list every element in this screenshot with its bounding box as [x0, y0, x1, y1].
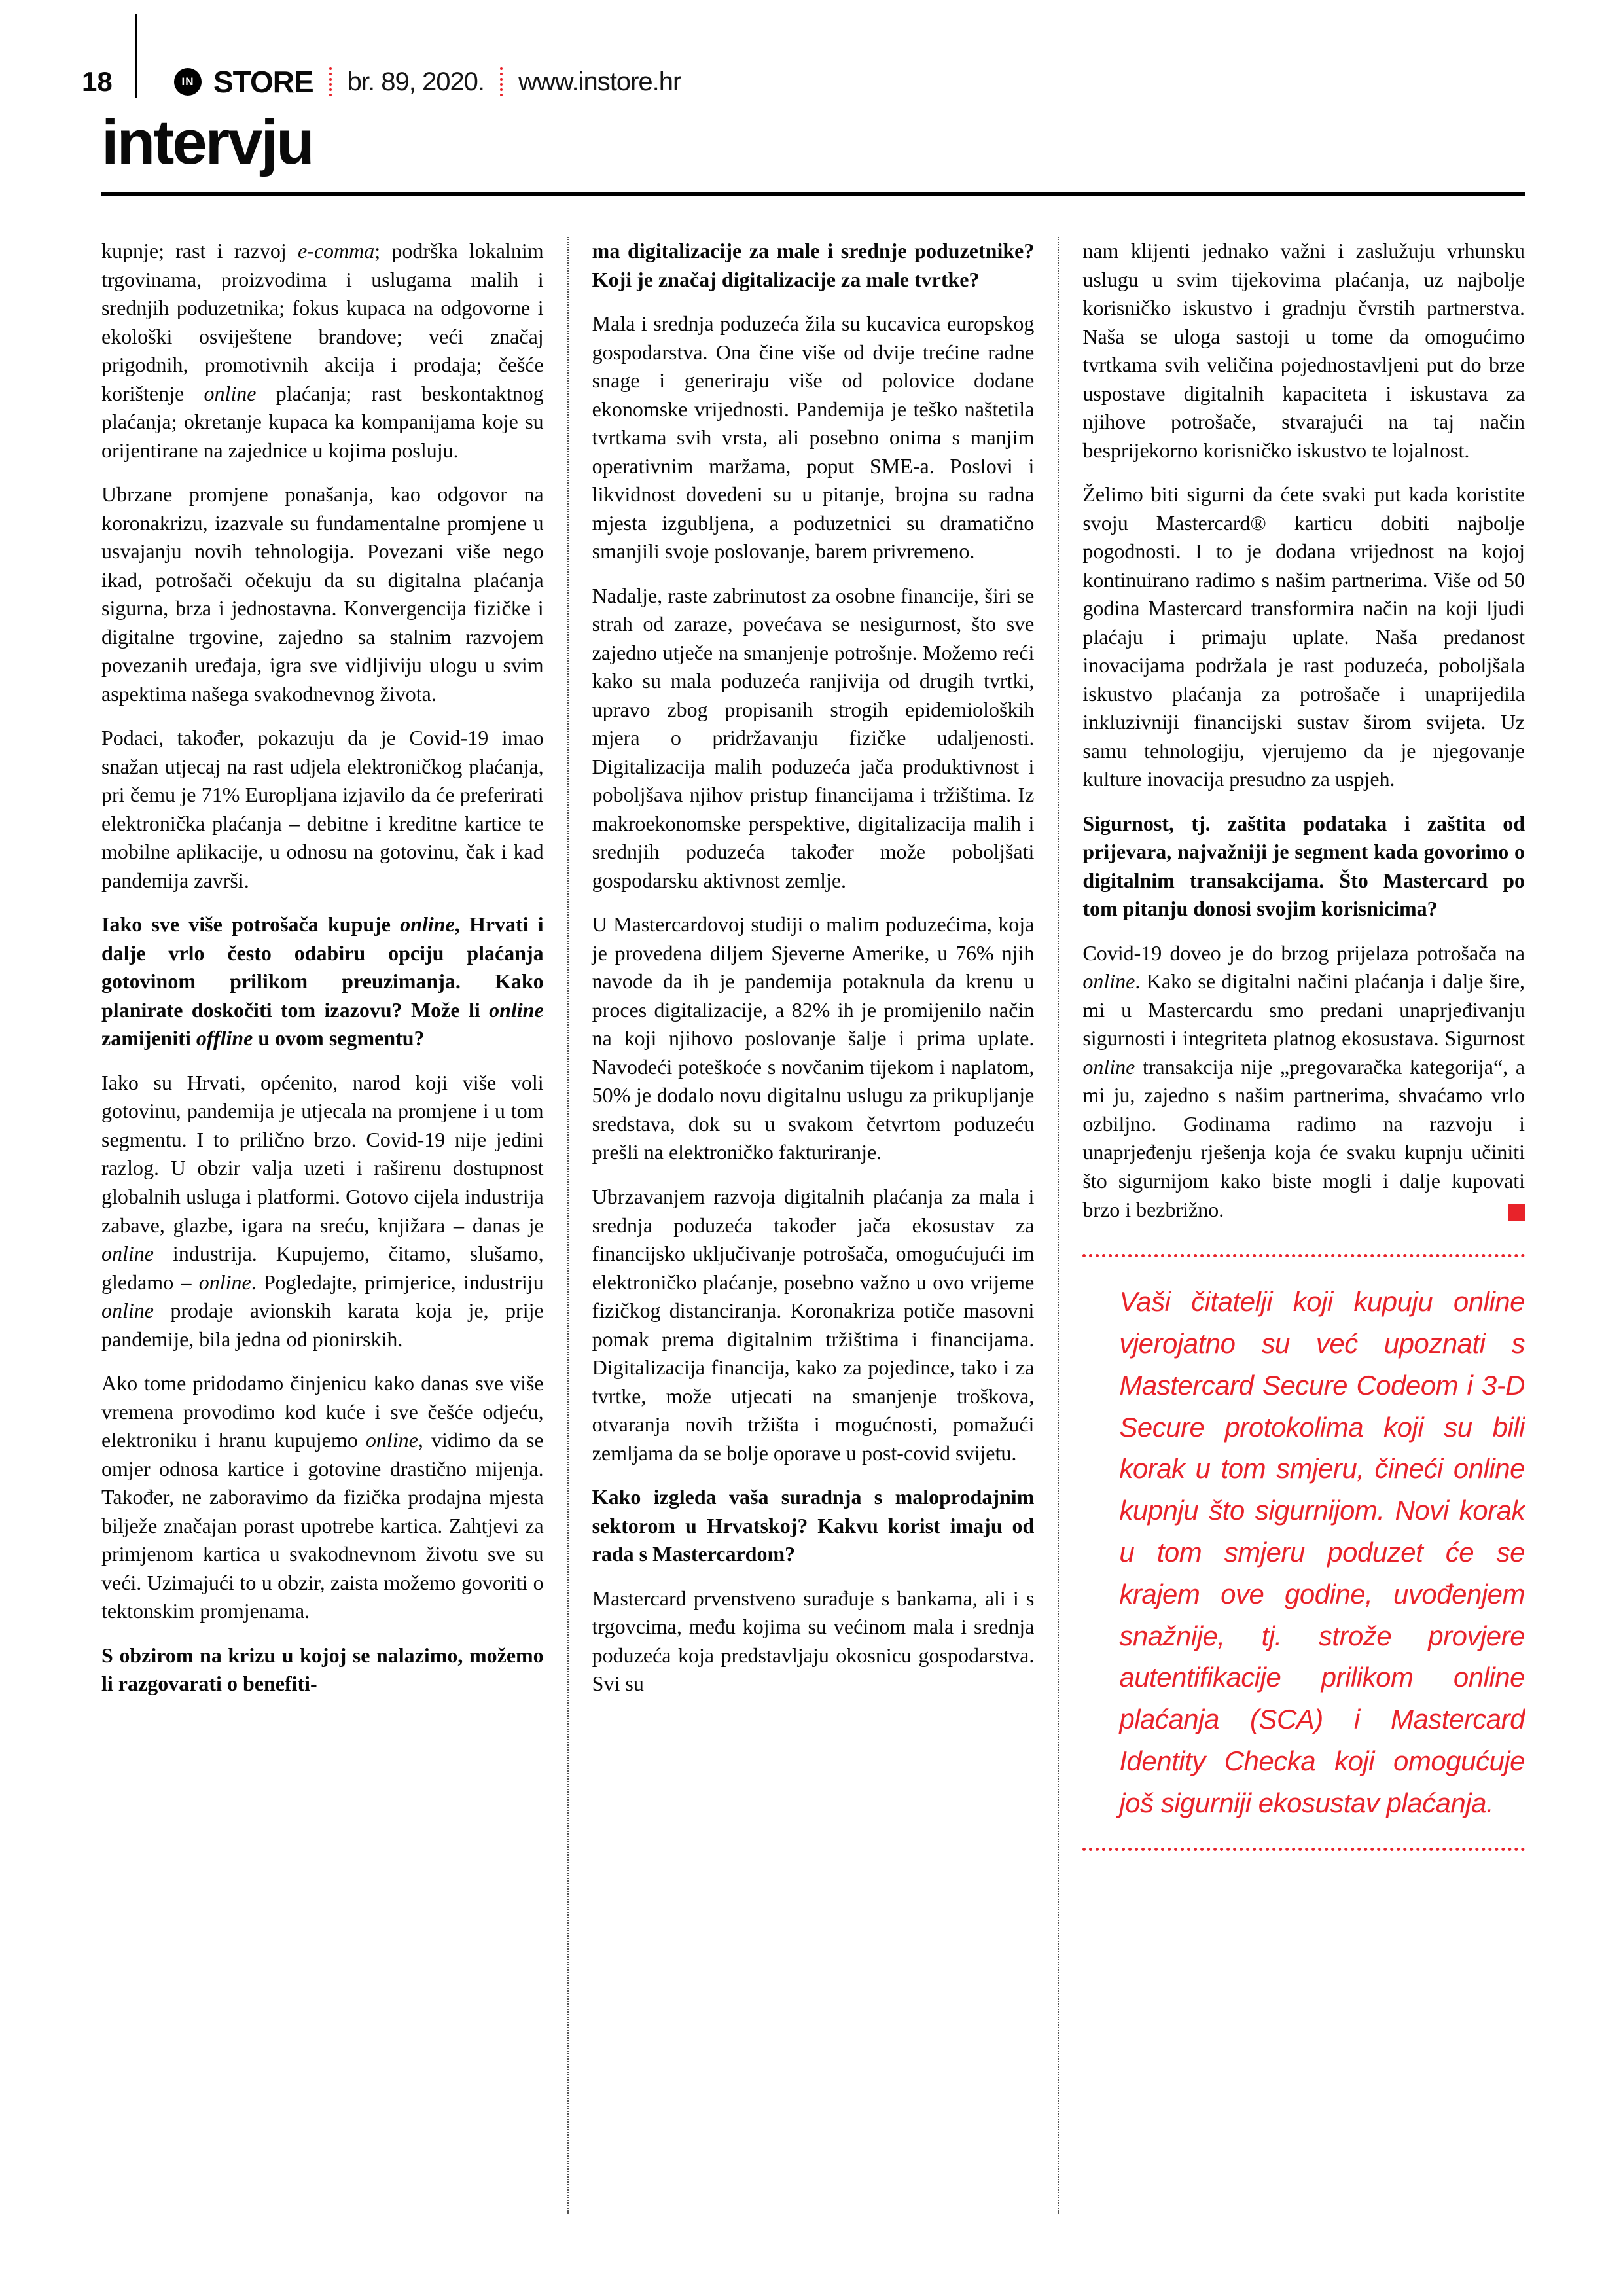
column-2 [567, 237, 1035, 2214]
article-columns [101, 237, 1525, 2214]
interview-question: S obzirom na krizu u kojoj se nalazimo, možemo li razgovarati o benefiti- [101, 1643, 544, 1696]
brand-name: STORE [213, 65, 313, 99]
article-paragraph: Nadalje, raste zabrinutost za osobne financije, širi se strah od zaraze, povećava se nesigurnost, što sve zajedno utječe na smanjenje potrošnje. Možemo reći kako su mala poduzeća ranjivija od drugih tvrtki, upravo zbog propisanih strogih epidemioloških mjera o pridržavanju fizičke udaljenosti. Digitalizacija malih poduzeća jača produktivnost i poboljšava njihov pristup financijama i tržištima. Iz makroekonomske perspektive, digitalizacija malih i srednjih poduzeća također može poboljšati gospodarsku aktivnost zemlje. [592, 583, 1035, 892]
website-link: www.instore.hr [518, 67, 681, 96]
interview-question: Iako sve više potrošača kupuje online, Hrvati i dalje vrlo često odabiru opciju plaćanja gotovinom prilikom preuzimanja. Kako planirate doskočiti tom izazovu? Može li online zamijeniti offline u ovom segmentu? [101, 912, 544, 1050]
pull-quote-top-rule [1082, 1254, 1525, 1257]
dotted-separator-icon [329, 67, 332, 96]
dotted-separator-icon [500, 67, 503, 96]
interview-question: ma digitalizacije za male i srednje poduzetnike? Koji je značaj digitalizacije za male tvrtke? [592, 239, 1035, 291]
article-paragraph: Podaci, također, pokazuju da je Covid-19 imao snažan utjecaj na rast udjela elektroničkog plaćanja, pri čemu je 71% Europljana izjavilo da će preferirati elektronička plaćanja – debitne i kreditne kartice te mobilne aplikacije, u odnosu na gotovinu, čak i kad pandemija završi. [101, 726, 544, 892]
section-title: intervju [101, 107, 313, 177]
interview-question: Sigurnost, tj. zaštita podataka i zaštita od prijevara, najvažniji je segment kada govorimo o digitalnim transakcijama. Što Mastercard po tom pitanju donosi svojim korisnicima? [1082, 811, 1525, 921]
column-2-paragraphs [592, 237, 1035, 1698]
end-of-article-mark [1508, 1204, 1525, 1221]
article-paragraph: Želimo biti sigurni da ćete svaki put kada koristite svoju Mastercard® karticu dobiti najbolje pogodnosti. I to je dodana vrijednost na kojoj kontinuirano radimo s našim partnerima. Više od 50 godina Mastercard transformira način na koji ljudi plaćaju i primaju uplate. Naša predanost inovacijama podržala je rast poduzeća, poboljšala iskustvo plaćanja za potrošače i unaprijedila inkluzivniji financijski sustav širom svijeta. Uz samu tehnologiju, vjerujemo da je njegovanje kulture inovacija presudno za uspjeh. [1082, 482, 1525, 791]
article-paragraph: Iako su Hrvati, općenito, narod koji više voli gotovinu, pandemija je utjecala na promjene i u tom segmentu. I to prilično brzo. Covid-19 nije jedini razlog. U obzir valja uzeti i raširenu dostupnost globalnih usluga i platformi. Gotovo cijela industrija zabave, glazbe, igara na sreću, knjižara – danas je online industrija. Kupujemo, čitamo, slušamo, gledamo – online. Pogledajte, primjerice, industriju online prodaje avionskih karata koja je, prije pandemije, bila jedna od pionirskih. [101, 1070, 544, 1351]
article-paragraph: Ubrzane promjene ponašanja, kao odgovor na koronakrizu, izazvale su fundamentalne promjene u usvajanju novih tehnologija. Povezani više nego ikad, potrošači očekuju da su digitalna plaćanja sigurna, brza i jednostavna. Konvergencija fizičke i digitalne trgovine, zajedno sa stalnim razvojem povezanih uređaja, igra sve vidljiviju ulogu u svim aspektima našega svakodnevnog života. [101, 482, 544, 706]
column-3 [1058, 237, 1525, 2214]
pull-quote-bottom-rule [1082, 1848, 1525, 1851]
column-3-paragraphs [1082, 237, 1525, 1224]
column-1-paragraphs [101, 237, 544, 1698]
article-paragraph: Ubrzavanjem razvoja digitalnih plaćanja za mala i srednja poduzeća također jača ekosustav za financijsko uključivanje potrošača, omogućujući im elektroničko plaćanje, posebno važno u ovo vrijeme fizičkog distanciranja. Koronakriza potiče masovni pomak prema digitalnim tržištima i financijama. Digitalizacija financija, kako za pojedince, tako i za tvrtke, može utjecati na smanjenje troškova, otvaranja novih tržišta i mogućnosti, pomažući zemljama da se bolje oporave u post-covid svijetu. [592, 1184, 1035, 1465]
issue-label: br. 89, 2020. [347, 67, 485, 96]
article-paragraph: nam klijenti jednako važni i zaslužuju vrhunsku uslugu u svim tijekovima plaćanja, uz najbolje korisničko iskustvo i gradnju čvrstih partnerstva. Naša se uloga sastoji u tome da omogućimo tvrtkama svih veličina pojednostavljeni put do brze uspostave digitalnih kapaciteta i iskustava za njihove potrošače, stvarajući na taj način besprijekorno korisničko iskustvo te lojalnost. [1082, 239, 1525, 462]
masthead [82, 0, 1525, 99]
brand-block [174, 67, 681, 98]
article-paragraph: Mala i srednja poduzeća žila su kucavica europskog gospodarstva. Ona čine više od dvije trećine radne snage i generiraju više od polovice dodane ekonomske vrijednosti. Pandemija je teško naštetila tvrtkama svih vrsta, ali posebno onima s manjim operativnim maržama, poput SME-a. Poslovi i likvidnost dovedeni su u pitanje, brojna su radna mjesta izgubljena, a poduzetnici su dramatično smanjili svoje poslovanje, barem privremeno. [592, 312, 1035, 564]
pull-quote-text: Vaši čitatelji koji kupuju online vjerojatno su već upoznati s Mastercard Secure Codeom i 3-D Secure protokolima koji su bili korak u tom smjeru, čineći online kupnju što sigurnijom. Novi korak u tom smjeru poduzet će se krajem ove godine, uvođenjem snažnije, tj. strože provjere autentifikacije prilikom online plaćanja (SCA) i Mastercard Identity Checka koji omogućuje još sigurniji ekosustav plaćanja. [1119, 1286, 1525, 1818]
column-1 [101, 237, 544, 2214]
pull-quote [1082, 1254, 1525, 1851]
instore-logo-icon [174, 68, 202, 96]
article-paragraph: U Mastercardovoj studiji o malim poduzećima, koja je provedena diljem Sjeverne Amerike, u 76% njih navode da ih je pandemija potaknula da krenu u proces digitalizacije, a 82% ih je promijenilo način na koji njihovo poslovanje šalje i prima uplate. Navodeći poteškoće s novčanim tijekom i naplatom, 50% je dodalo novu digitalnu uslugu za prikupljanje sredstava, dok su u svakom četvrtom poduzeću prešli na elektroničko fakturiranje. [592, 912, 1035, 1164]
article-paragraph: Mastercard prvenstveno surađuje s bankama, ali i s trgovcima, među kojima su većinom mala i srednja poduzeća koja predstavljaju okosnicu gospodarstva. Svi su [592, 1586, 1035, 1696]
interview-question: Kako izgleda vaša suradnja s maloprodajnim sektorom u Hrvatskoj? Kakvu korist imaju od rada s Mastercardom? [592, 1485, 1035, 1566]
page-number: 18 [82, 66, 113, 97]
article-paragraph: Covid-19 doveo je do brzog prijelaza potrošača na online. Kako se digitalni načini plaćanja i dalje šire, mi u Mastercardu smo predani unaprjeđivanju sigurnosti i integriteta platnog ekosustava. Sigurnost online transakcija nije „pregovaračka kategorija“, a mi ju, zajedno s našim partnerima, shvaćamo vrlo ozbiljno. Godinama radimo na razvoju i unaprjeđenju rješenja koja će svaku kupnju učiniti što sigurnijom kako biste mogli i dalje kupovati brzo i bezbrižno. [1082, 941, 1525, 1221]
article-paragraph: kupnje; rast i razvoj e-comma; podrška lokalnim trgovinama, proizvodima i uslugama malih i srednjih poduzetnika; fokus kupaca na odgovorne i ekološki osviještene brandove; veći značaj prigodnih, promotivnih akcija i prodaja; češće korištenje online plaćanja; rast beskontaktnog plaćanja; okretanje kupaca ka kompanijama koje su orijentirane na zajednice u kojima posluju. [101, 239, 544, 462]
article-paragraph: Ako tome pridodamo činjenicu kako danas sve više vremena provodimo kod kuće i sve češće odjeću, elektroniku i hranu kupujemo online, vidimo da se omjer odnosa kartice i gotovine drastično mijenja. Također, ne zaboravimo da fizička prodajna mjesta bilježe značajan porast upotrebe kartica. Zahtjevi za primjenom kartica u svakodnevnom životu sve su veći. Uzimajući to u obzir, zaista možemo govoriti o tektonskim promjenama. [101, 1371, 544, 1623]
logo-letters: IN [181, 75, 194, 88]
title-rule [101, 192, 1525, 196]
masthead-divider [135, 14, 137, 98]
